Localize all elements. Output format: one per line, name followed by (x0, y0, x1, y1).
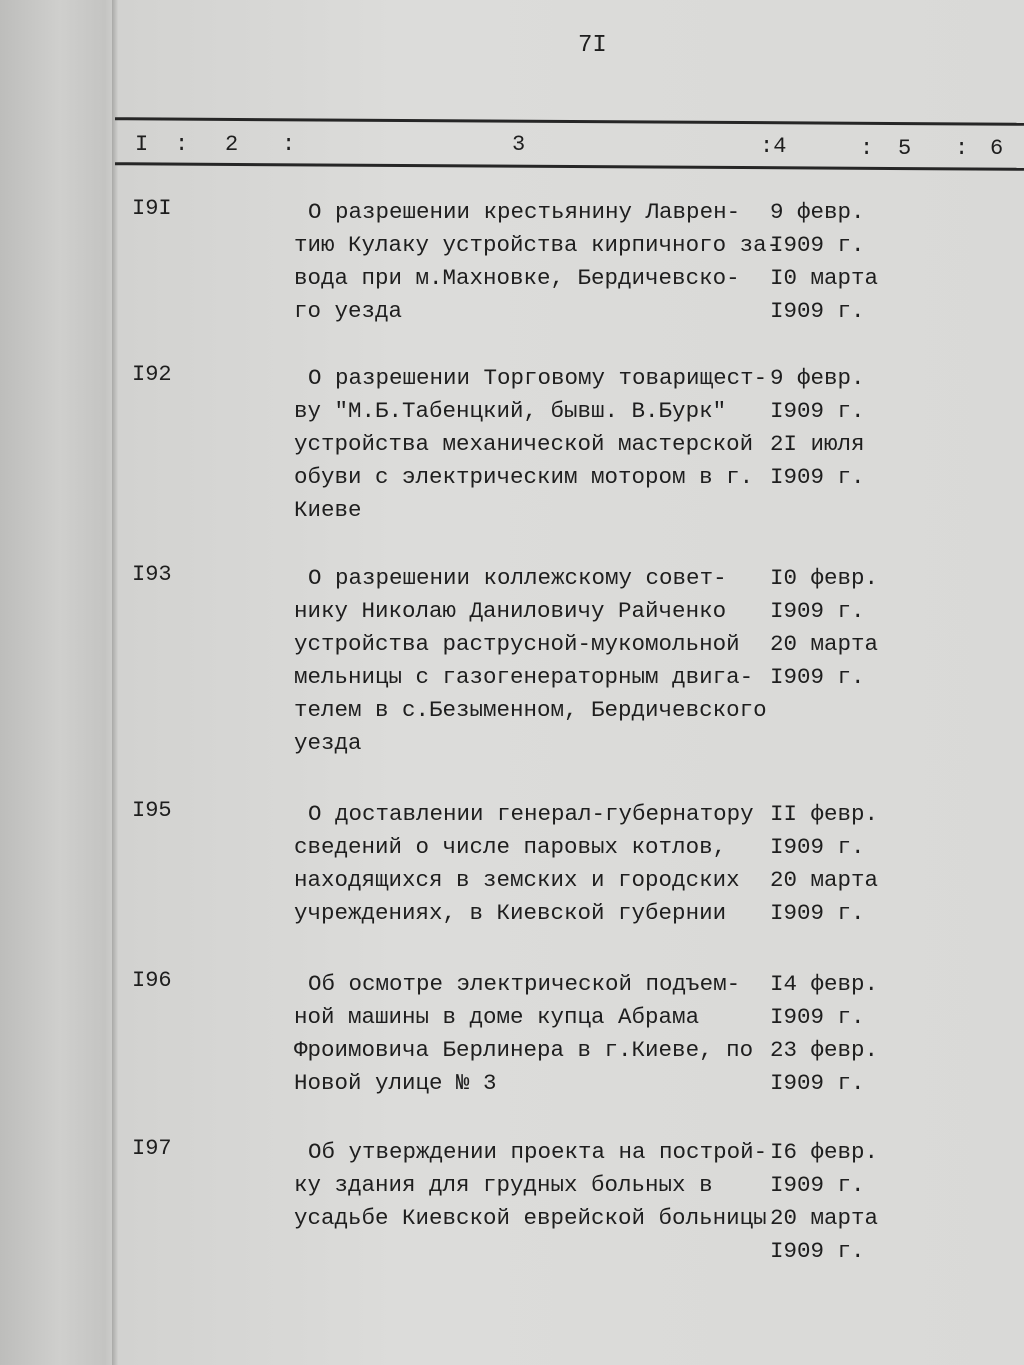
entry-description (294, 562, 767, 760)
description-line: ву "М.Б.Табенцкий, бывш. В.Бурк" (294, 398, 727, 424)
description-line: О доставлении генерал-губернатору (308, 801, 754, 827)
entry-description (294, 968, 753, 1100)
description-line: Об осмотре электрической подъем- (308, 971, 741, 997)
description-line: находящихся в земских и городских (294, 867, 740, 893)
date-line: 20 марта (770, 631, 879, 657)
date-line: I909 г. (770, 1172, 865, 1198)
date-line: I4 февр. (770, 971, 879, 997)
column-separator: : (955, 136, 969, 161)
entry-dates (770, 968, 878, 1100)
date-line: 23 февр. (770, 1037, 879, 1063)
entry-dates (770, 798, 878, 930)
description-line: нику Николаю Даниловичу Райченко (294, 598, 727, 624)
entry-dates (770, 562, 878, 694)
date-line: 20 марта (770, 867, 879, 893)
entry-number: I9I (132, 196, 172, 221)
description-line: тию Кулаку устройства кирпичного за- (294, 232, 781, 258)
entry-number: I96 (132, 968, 172, 993)
header-top-rule (115, 117, 1024, 126)
date-line: I909 г. (770, 598, 865, 624)
page-number: 7I (578, 32, 607, 59)
column-separator: : (860, 136, 874, 161)
entry-description (294, 798, 754, 930)
description-line: телем в с.Безыменном, Бердичевского (294, 697, 767, 723)
date-line: I909 г. (770, 834, 865, 860)
date-line: I909 г. (770, 900, 865, 926)
column-header-6: 6 (990, 136, 1004, 161)
description-line: О разрешении крестьянину Лаврен- (308, 199, 741, 225)
description-line: ку здания для грудных больных в (294, 1172, 713, 1198)
description-line: го уезда (294, 298, 403, 324)
date-line: 20 марта (770, 1205, 879, 1231)
entry-number: I92 (132, 362, 172, 387)
date-line: I909 г. (770, 1070, 865, 1096)
column-header-5: 5 (898, 136, 912, 161)
entry-dates (770, 196, 878, 328)
date-line: 9 февр. (770, 365, 865, 391)
date-line: I909 г. (770, 232, 865, 258)
description-line: усадьбе Киевской еврейской больницы (294, 1205, 767, 1231)
date-line: I909 г. (770, 298, 865, 324)
date-line: I0 марта (770, 265, 879, 291)
date-line: I909 г. (770, 398, 865, 424)
date-line: I6 февр. (770, 1139, 879, 1165)
description-line: О разрешении Торговому товарищест- (308, 365, 768, 391)
description-line: мельницы с газогенераторным двига- (294, 664, 754, 690)
description-line: Об утверждении проекта на построй- (308, 1139, 768, 1165)
column-separator: : (282, 132, 296, 157)
date-line: II февр. (770, 801, 879, 827)
description-line: обуви с электрическим мотором в г. (294, 464, 754, 490)
entry-dates (770, 362, 865, 494)
entry-description (294, 1136, 767, 1235)
description-line: О разрешении коллежскому совет- (308, 565, 727, 591)
description-line: Новой улице № 3 (294, 1070, 497, 1096)
entry-number: I97 (132, 1136, 172, 1161)
column-header-4: :4 (760, 134, 787, 159)
date-line: I0 февр. (770, 565, 879, 591)
description-line: вода при м.Махновке, Бердичевско- (294, 265, 740, 291)
description-line: Фроимовича Берлинера в г.Киеве, по (294, 1037, 754, 1063)
entry-description (294, 362, 767, 527)
entry-dates (770, 1136, 878, 1268)
entry-description (294, 196, 780, 328)
column-separator: : (175, 132, 189, 157)
description-line: Киеве (294, 497, 362, 523)
description-line: уезда (294, 730, 362, 756)
date-line: I909 г. (770, 1238, 865, 1264)
book-gutter (112, 0, 118, 1365)
date-line: 2I июля (770, 431, 865, 457)
date-line: 9 февр. (770, 199, 865, 225)
date-line: I909 г. (770, 664, 865, 690)
description-line: учреждениях, в Киевской губернии (294, 900, 727, 926)
column-header-3: 3 (512, 132, 526, 157)
description-line: устройства раструсной-мукомольной (294, 631, 740, 657)
description-line: устройства механической мастерской (294, 431, 754, 457)
description-line: ной машины в доме купца Абрама (294, 1004, 700, 1030)
entry-number: I95 (132, 798, 172, 823)
date-line: I909 г. (770, 1004, 865, 1030)
entry-number: I93 (132, 562, 172, 587)
date-line: I909 г. (770, 464, 865, 490)
column-header-2: 2 (225, 132, 239, 157)
description-line: сведений о числе паровых котлов, (294, 834, 727, 860)
column-header-1: I (135, 132, 149, 157)
header-bottom-rule (115, 162, 1024, 171)
